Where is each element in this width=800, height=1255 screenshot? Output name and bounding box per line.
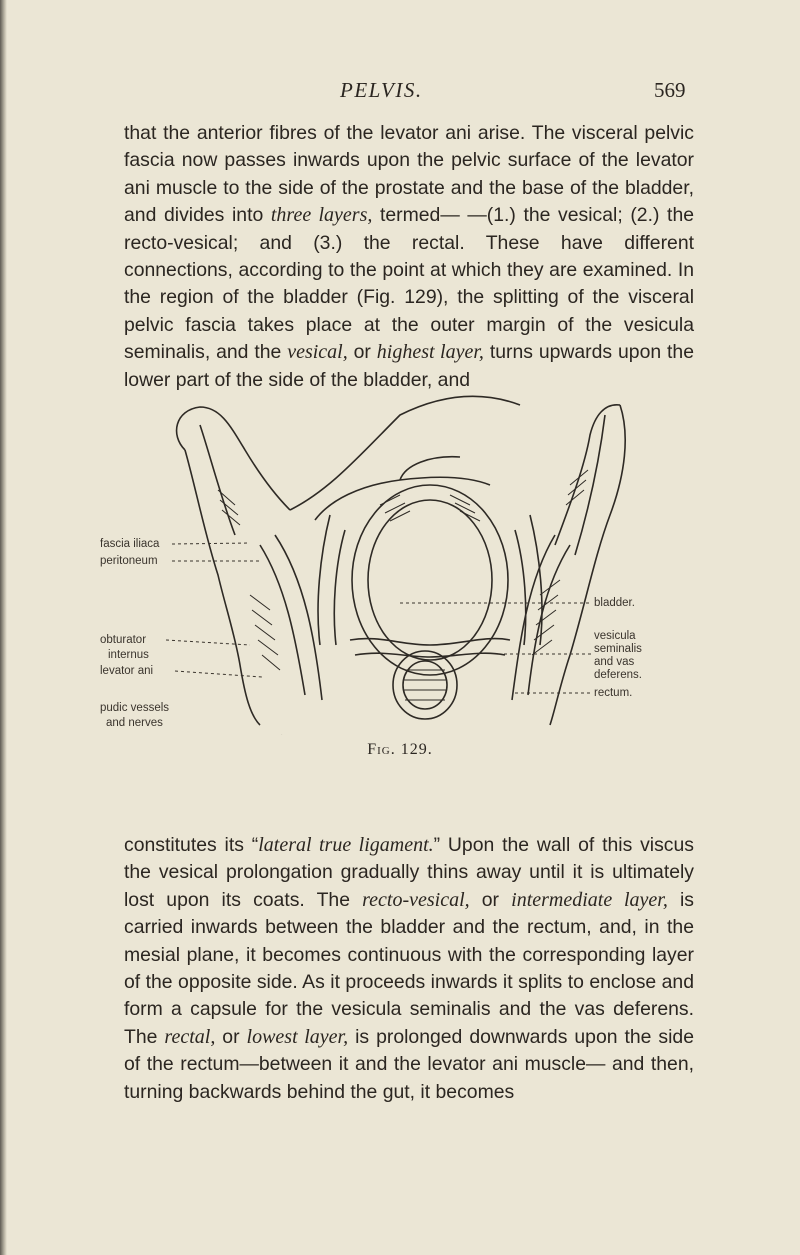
label-rectum: rectum. xyxy=(594,687,633,699)
label-fascia-iliaca: fascia iliaca xyxy=(100,538,160,550)
anatomical-figure xyxy=(100,395,700,735)
text-segment: is carried inwards between the bladder and the rectum, and, in the mesial plane, it becomes continuous with the corresponding layer of the opposite side. As it proceeds inwards it splits to enclose and form a capsule for the vesicula seminalis and the vas deferens. The xyxy=(124,888,694,1048)
label-peritoneum: peritoneum xyxy=(100,555,158,567)
pelvis-outline xyxy=(177,396,626,725)
label-levator-ani: levator ani xyxy=(100,665,154,677)
emphasis-vesical: vesical, xyxy=(287,341,348,364)
running-title: PELVIS. xyxy=(340,78,423,102)
page-binding-shadow xyxy=(0,0,7,1255)
figure-caption xyxy=(0,741,800,759)
text-segment: turns upwards upon the lower part of the side of the bladder, and xyxy=(124,341,694,391)
label-obturator-internus-line1: obturator xyxy=(100,634,147,646)
pelvis-section-drawing xyxy=(100,395,700,735)
emphasis-lowest-layer: lowest layer, xyxy=(246,1025,349,1048)
label-vesicula-line3: and vas xyxy=(594,656,635,668)
emphasis-highest-layer: highest layer, xyxy=(376,341,484,364)
running-head xyxy=(0,78,800,104)
page-number: 569 xyxy=(654,78,686,102)
label-vesicula-line4: deferens. xyxy=(594,669,642,681)
emphasis-recto-vesical: recto-vesical, xyxy=(362,888,470,911)
text-segment: that the anterior fibres of the levator ani arise. The visceral pelvic fascia now passes inwards upon the pelvic surface of the levator ani muscle to the side of the prostate and the base of the bladder, and divides into xyxy=(124,122,694,227)
text-segment: or xyxy=(215,1025,247,1048)
label-vesicula-line2: seminalis xyxy=(594,643,642,655)
text-segment: ” Upon the wall of this viscus the vesical prolongation gradually thins away until it is ultimately lost upon its coats. The xyxy=(124,834,694,911)
emphasis-lateral-true-ligament: lateral true ligament. xyxy=(258,834,434,856)
label-pudic-vessels-line2: and nerves xyxy=(106,717,163,729)
text-segment: or xyxy=(347,341,377,364)
emphasis-three-layers: three layers, xyxy=(270,204,373,227)
label-obturator-internus-line2: internus xyxy=(108,649,149,661)
text-segment: termed— —(1.) the vesical; (2.) the recto-vesical; and (3.) the rectal. These have different connections, according to the point at which they are examined. xyxy=(124,204,695,282)
text-segment: is prolonged downwards upon the side of the rectum—between it and the levator ani muscle— and then, turning backwards behind the gut, it becomes xyxy=(124,1025,694,1103)
text-segment: constitutes its “ xyxy=(124,834,259,856)
text-segment: or xyxy=(469,888,512,911)
label-bladder: bladder. xyxy=(594,597,635,609)
label-vesicula-line1: vesicula xyxy=(594,630,636,642)
text-segment: In the region of the bladder (Fig. 129), the splitting of the visceral pelvic fascia takes place at the outer margin of the vesicula seminalis, and the xyxy=(124,259,695,364)
paragraph-top xyxy=(124,120,694,394)
emphasis-rectal: rectal, xyxy=(164,1025,216,1048)
paragraph-bottom xyxy=(124,832,694,1106)
label-pudic-vessels-line1: pudic vessels xyxy=(100,702,170,714)
emphasis-intermediate-layer: intermediate layer, xyxy=(511,888,668,911)
figure-caption-text: Fig. 129. xyxy=(367,741,433,758)
